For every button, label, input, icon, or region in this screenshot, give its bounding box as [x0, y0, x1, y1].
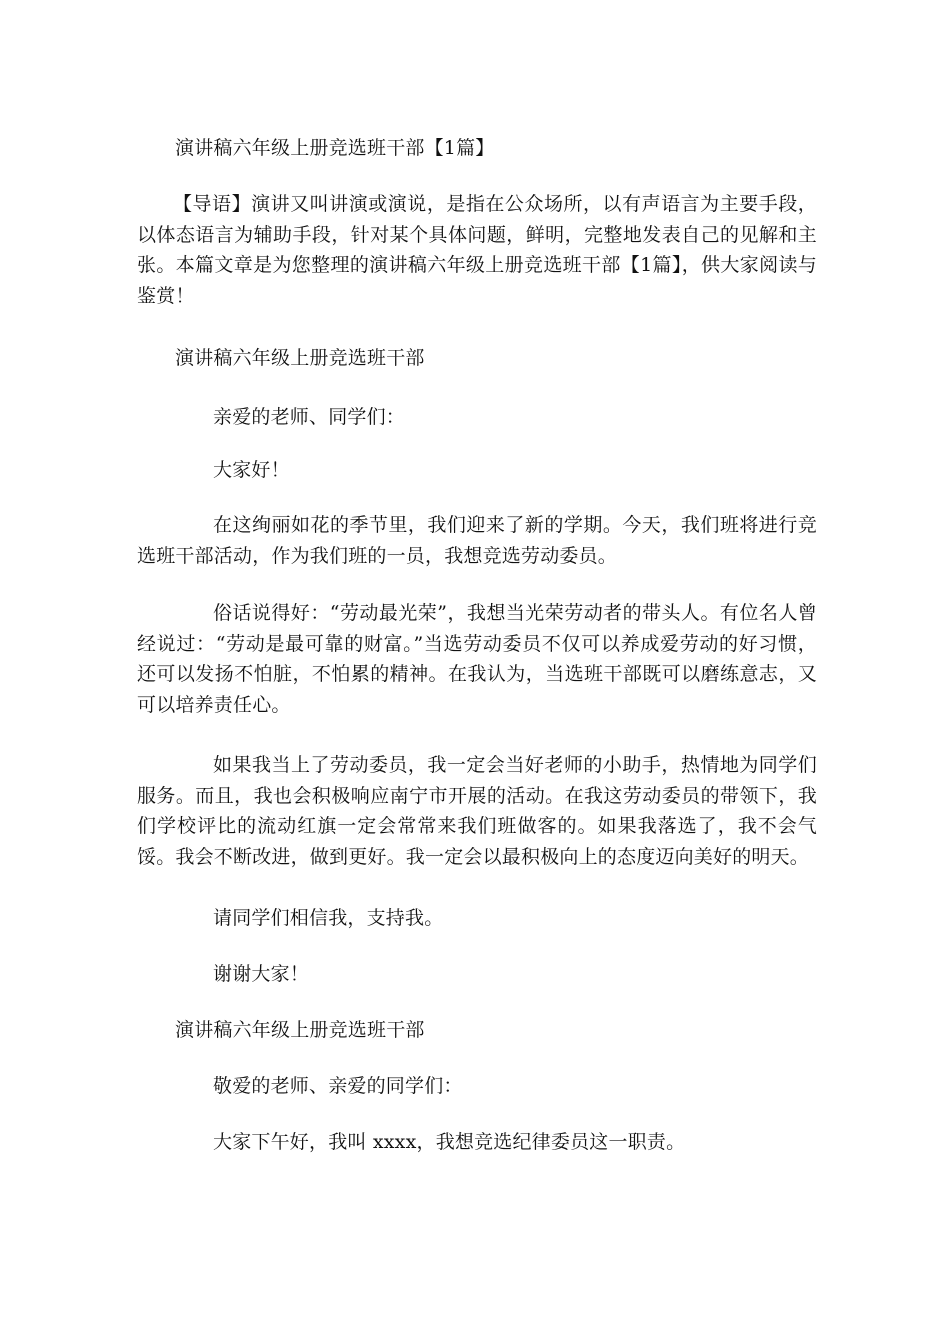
salutation-1: 亲爱的老师、同学们： — [213, 406, 406, 428]
paragraph-1: 在这绚丽如花的季节里，我们迎来了新的学期。今天，我们班将进行竞选班干部活动，作为我们班的一员，我想竞选劳动委员。 — [137, 514, 817, 567]
greeting: 大家好！ — [213, 459, 290, 481]
section-heading-2: 演讲稿六年级上册竞选班干部 — [175, 1019, 425, 1041]
document-title: 演讲稿六年级上册竞选班干部【1篇】 — [175, 137, 495, 159]
closing-line: 谢谢大家！ — [213, 963, 310, 985]
paragraph-2: 俗话说得好：“劳动最光荣”，我想当光荣劳动者的带头人。有位名人曾经说过：“劳动是最可靠的财富。”当选劳动委员不仅可以养成爱劳动的好习惯，还可以发扬不怕脏，不怕累的精神。在我认为，当选班干部既可以磨练意志，又可以培养责任心。 — [137, 602, 817, 716]
intro-paragraph: 【导语】演讲又叫讲演或演说，是指在公众场所，以有声语言为主要手段，以体态语言为辅助手段，针对某个具体问题，鲜明，完整地发表自己的见解和主张。本篇文章是为您整理的演讲稿六年级上册竞选班干部【1篇】，供大家阅读与鉴赏！ — [137, 193, 817, 307]
section2-paragraph-1: 大家下午好，我叫 xxxx，我想竞选纪律委员这一职责。 — [213, 1131, 686, 1153]
paragraph-3: 如果我当上了劳动委员，我一定会当好老师的小助手，热情地为同学们服务。而且，我也会积极响应南宁市开展的活动。在我这劳动委员的带领下，我们学校评比的流动红旗一定会常常来我们班做客的。如果我落选了，我不会气馁。我会不断改进，做到更好。我一定会以最积极向上的态度迈向美好的明天。 — [137, 754, 817, 868]
section-heading-1: 演讲稿六年级上册竞选班干部 — [175, 347, 425, 369]
salutation-2: 敬爱的老师、亲爱的同学们： — [213, 1075, 463, 1097]
paragraph-4: 请同学们相信我，支持我。 — [213, 907, 444, 929]
